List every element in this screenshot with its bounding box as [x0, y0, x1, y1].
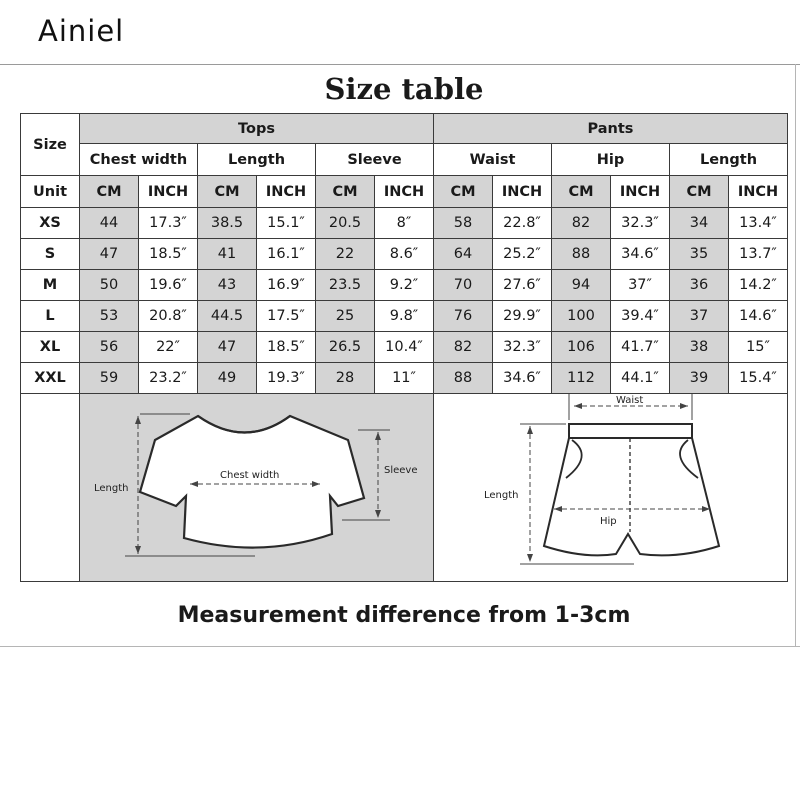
table-cell: 15.1″ [257, 208, 316, 239]
arrow-head [135, 546, 141, 554]
top-divider [0, 64, 800, 65]
table-row [21, 270, 788, 301]
table-cell: 9.2″ [375, 270, 434, 301]
table-cell: 14.2″ [729, 270, 788, 301]
table-cell: 11″ [375, 363, 434, 394]
sleeve-label: Sleeve [384, 465, 418, 476]
table-cell: 9.8″ [375, 301, 434, 332]
brand-logo-text: Ainiel [38, 14, 125, 48]
table-cell: 41 [198, 239, 257, 270]
table-cell: 13.7″ [729, 239, 788, 270]
page-title: Size table [324, 72, 484, 106]
chest-width-label: Chest width [220, 470, 280, 481]
unit-header: Unit [21, 176, 80, 208]
table-cell: 82 [434, 332, 493, 363]
table-cell: 15.4″ [729, 363, 788, 394]
table-cell: 49 [198, 363, 257, 394]
table-cell: 34 [670, 208, 729, 239]
diagram-spacer [21, 394, 80, 582]
header-row-measures [21, 144, 788, 176]
tshirt-outline [140, 416, 364, 548]
footer-note: Measurement difference from 1-3cm [177, 603, 631, 628]
table-cell: 39 [670, 363, 729, 394]
table-cell: 94 [552, 270, 611, 301]
table-cell: 43 [198, 270, 257, 301]
table-cell: 76 [434, 301, 493, 332]
arrow-head [527, 554, 533, 562]
arrow-head [574, 403, 582, 409]
size-label: XXL [21, 363, 80, 394]
shorts-outline [544, 438, 719, 555]
size-label: XS [21, 208, 80, 239]
table-cell: 59 [80, 363, 139, 394]
table-cell: 22.8″ [493, 208, 552, 239]
table-cell: 32.3″ [493, 332, 552, 363]
unit-label: CM [434, 176, 493, 208]
table-cell: 53 [80, 301, 139, 332]
arrow-head [375, 432, 381, 440]
table-cell: 44.1″ [611, 363, 670, 394]
unit-label: CM [670, 176, 729, 208]
measure-header: Length [198, 144, 316, 176]
unit-label: CM [552, 176, 611, 208]
table-cell: 34.6″ [611, 239, 670, 270]
table-cell: 37 [670, 301, 729, 332]
measure-header: Length [670, 144, 788, 176]
table-cell: 41.7″ [611, 332, 670, 363]
table-cell: 25 [316, 301, 375, 332]
size-label: M [21, 270, 80, 301]
size-label: XL [21, 332, 80, 363]
unit-label: CM [316, 176, 375, 208]
measure-header: Chest width [80, 144, 198, 176]
table-cell: 32.3″ [611, 208, 670, 239]
table-cell: 37″ [611, 270, 670, 301]
table-cell: 22 [316, 239, 375, 270]
header-row-units [21, 176, 788, 208]
table-cell: 17.5″ [257, 301, 316, 332]
table-cell: 44.5 [198, 301, 257, 332]
table-cell: 106 [552, 332, 611, 363]
table-cell: 35 [670, 239, 729, 270]
waist-label: Waist [616, 395, 644, 406]
shorts-diagram-cell [434, 394, 788, 582]
table-cell: 23.2″ [139, 363, 198, 394]
table-cell: 20.8″ [139, 301, 198, 332]
right-divider [795, 64, 796, 646]
unit-label: INCH [375, 176, 434, 208]
table-cell: 47 [80, 239, 139, 270]
unit-label: CM [198, 176, 257, 208]
table-cell: 13.4″ [729, 208, 788, 239]
arrow-head [527, 426, 533, 434]
table-cell: 38.5 [198, 208, 257, 239]
table-row [21, 301, 788, 332]
table-row [21, 363, 788, 394]
table-cell: 8″ [375, 208, 434, 239]
table-cell: 26.5 [316, 332, 375, 363]
header-row-groups [21, 114, 788, 144]
size-label: L [21, 301, 80, 332]
table-cell: 36 [670, 270, 729, 301]
measure-header: Waist [434, 144, 552, 176]
waistband [569, 424, 692, 438]
table-cell: 19.3″ [257, 363, 316, 394]
hip-label: Hip [600, 516, 617, 527]
table-cell: 58 [434, 208, 493, 239]
table-cell: 15″ [729, 332, 788, 363]
pants-length-label: Length [484, 490, 519, 501]
table-cell: 88 [434, 363, 493, 394]
arrow-head [135, 416, 141, 424]
table-cell: 64 [434, 239, 493, 270]
table-cell: 10.4″ [375, 332, 434, 363]
bottom-divider [0, 646, 800, 647]
arrow-head [680, 403, 688, 409]
table-cell: 27.6″ [493, 270, 552, 301]
unit-label: INCH [257, 176, 316, 208]
table-cell: 39.4″ [611, 301, 670, 332]
size-label: S [21, 239, 80, 270]
table-cell: 34.6″ [493, 363, 552, 394]
table-cell: 70 [434, 270, 493, 301]
table-cell: 88 [552, 239, 611, 270]
table-cell: 44 [80, 208, 139, 239]
table-cell: 29.9″ [493, 301, 552, 332]
diagram-row [21, 394, 788, 582]
table-cell: 16.9″ [257, 270, 316, 301]
table-cell: 14.6″ [729, 301, 788, 332]
size-table [20, 113, 788, 582]
unit-label: INCH [139, 176, 198, 208]
size-header: Size [21, 114, 80, 176]
arrow-head [375, 510, 381, 518]
table-cell: 56 [80, 332, 139, 363]
unit-label: INCH [729, 176, 788, 208]
table-cell: 20.5 [316, 208, 375, 239]
table-cell: 18.5″ [257, 332, 316, 363]
measure-header: Hip [552, 144, 670, 176]
table-row [21, 239, 788, 270]
table-cell: 22″ [139, 332, 198, 363]
tshirt-diagram [80, 394, 433, 577]
table-cell: 25.2″ [493, 239, 552, 270]
tops-header: Tops [80, 114, 434, 144]
table-cell: 23.5 [316, 270, 375, 301]
table-row [21, 332, 788, 363]
table-cell: 112 [552, 363, 611, 394]
unit-label: INCH [493, 176, 552, 208]
table-cell: 100 [552, 301, 611, 332]
pants-header: Pants [434, 114, 788, 144]
table-cell: 82 [552, 208, 611, 239]
shorts-diagram [434, 394, 787, 577]
table-cell: 18.5″ [139, 239, 198, 270]
tshirt-diagram-cell [80, 394, 434, 582]
table-cell: 8.6″ [375, 239, 434, 270]
measure-header: Sleeve [316, 144, 434, 176]
length-label: Length [94, 483, 129, 494]
table-cell: 47 [198, 332, 257, 363]
table-cell: 19.6″ [139, 270, 198, 301]
table-cell: 38 [670, 332, 729, 363]
table-cell: 50 [80, 270, 139, 301]
unit-label: INCH [611, 176, 670, 208]
table-cell: 28 [316, 363, 375, 394]
table-cell: 16.1″ [257, 239, 316, 270]
size-rows [21, 208, 788, 394]
table-cell: 17.3″ [139, 208, 198, 239]
unit-label: CM [80, 176, 139, 208]
table-row [21, 208, 788, 239]
